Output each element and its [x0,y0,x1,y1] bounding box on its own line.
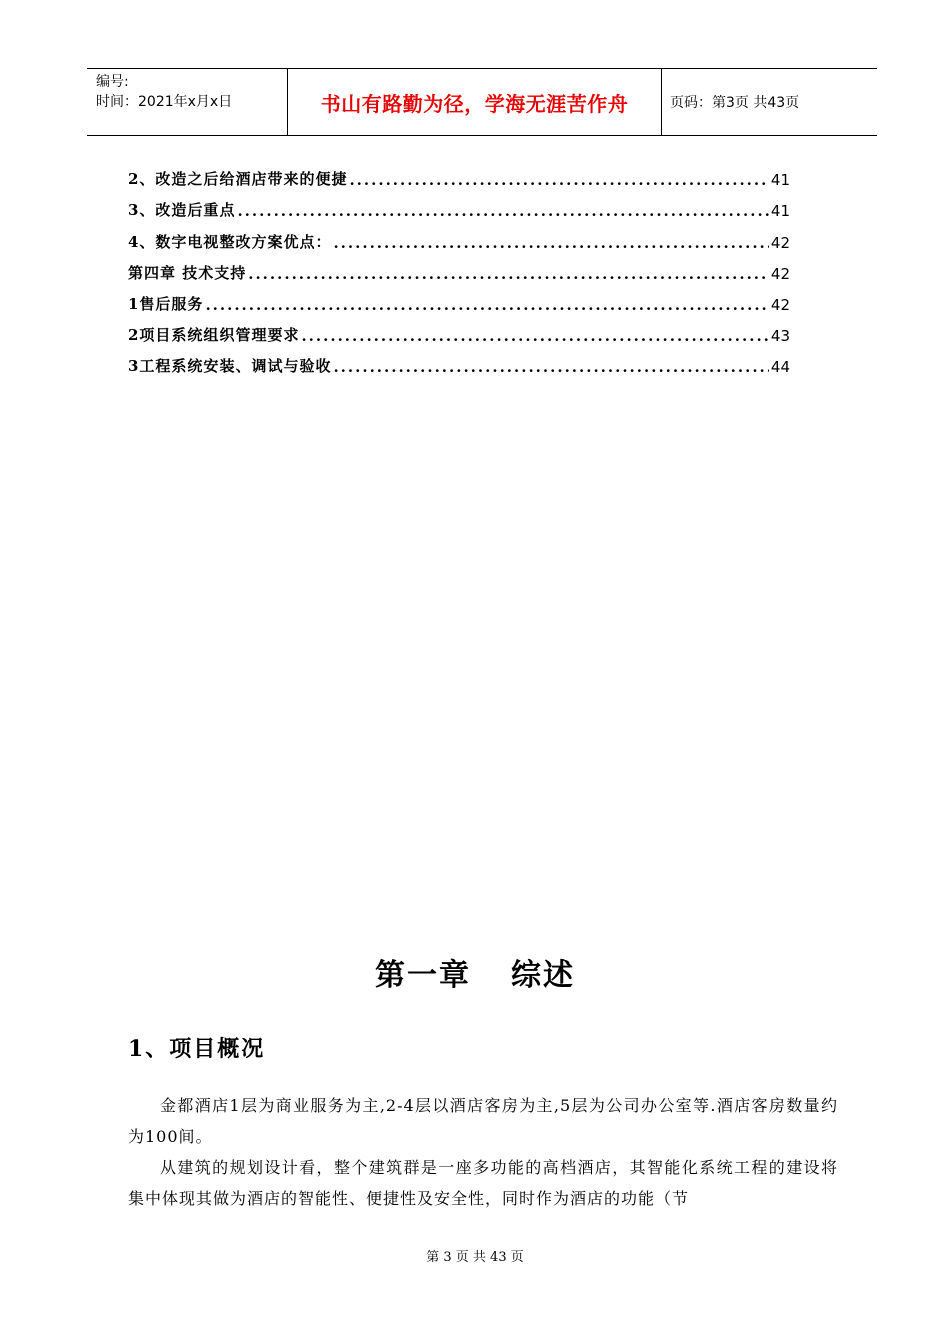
chapter-label: 第一章 [375,958,471,993]
toc-entry[interactable] [128,314,790,345]
toc-entry[interactable] [128,189,790,220]
toc-leader-dots [248,265,769,283]
toc-entry-title: 3工程系统安装、调试与验收 [128,357,332,376]
toc-entry-page: 42 [770,264,790,283]
toc-entry-page: 41 [770,202,790,221]
toc-entry-title: 4、数字电视整改方案优点： [128,232,332,251]
toc-leader-dots [349,171,768,189]
paragraph: 金都酒店1层为商业服务为主,2-4层以酒店客房为主,5层为公司办公室等.酒店客房数量约为100间。 [128,1096,838,1146]
toc-entry[interactable] [128,345,790,376]
document-time: 时间：2021年x月x日 [96,94,233,110]
toc-entry-page: 42 [770,295,790,314]
toc-leader-dots [333,358,768,376]
section-heading: 1、项目概况 [128,1036,266,1062]
toc-entry-page: 41 [770,171,790,190]
toc-leader-dots [205,296,768,314]
header-meta [87,69,288,135]
document-number-label: 编号: [96,74,129,90]
toc-entry-title: 2、改造之后给酒店带来的便捷 [128,170,348,189]
toc-leader-dots [237,202,768,220]
body-text [128,1090,838,1214]
chapter-title: 综述 [511,958,575,993]
toc-entry[interactable] [128,158,790,189]
header-motto: 书山有路勤为径，学海无涯苦作舟 [288,69,662,135]
toc-entry-title: 3、改造后重点 [128,201,236,220]
toc-entry[interactable] [128,220,790,251]
header-page-info: 页码：第3页 共43页 [670,95,800,111]
toc-entry-title: 2项目系统组织管理要求 [128,326,300,345]
page-footer: 第 3 页 共 43 页 [426,1250,524,1265]
toc-leader-dots [333,234,768,252]
table-of-contents [128,158,790,376]
page-header [87,68,877,136]
toc-leader-dots [301,327,768,345]
toc-entry-page: 43 [770,327,790,346]
toc-entry-title: 1售后服务 [128,294,204,313]
toc-entry-page: 44 [770,358,790,377]
paragraph: 从建筑的规划设计看，整个建筑群是一座多功能的高档酒店，其智能化系统工程的建设将集中体现其做为酒店的智能性、便捷性及安全性，同时作为酒店的功能（节 [128,1158,838,1208]
toc-entry[interactable] [128,252,790,283]
toc-entry-page: 42 [770,233,790,252]
chapter-heading [0,950,950,994]
toc-entry[interactable] [128,283,790,314]
toc-entry-title: 第四章 技术支持 [128,263,247,282]
